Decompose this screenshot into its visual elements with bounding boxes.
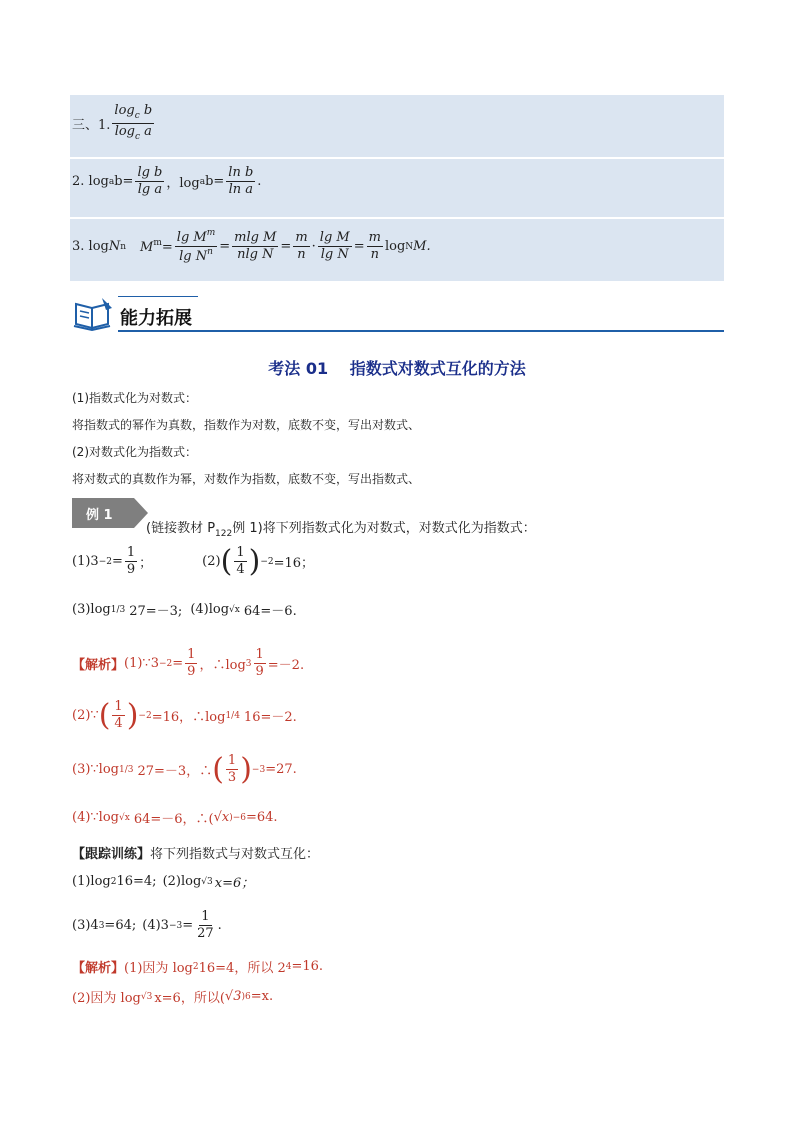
- practice-solution-line-1: 【解析】 (1)因为 log 2 16=4，所以 2 4 =16.: [72, 959, 324, 976]
- example-intro: (链接教材 $P_{122}$例 1)将下列指数式化为对数式，对数式化为指数式：: [146, 521, 536, 539]
- practice-solution-line-2: (2)因为 log √3 x=6，所以( √3 )6 =x.: [72, 989, 274, 1006]
- method-line-3: (2)对数式化为指数式：: [72, 445, 197, 459]
- solution-line-3: (3)∵log 1/3 27=－3，∴ ( $\frac{1}{3}$ ) −3 =27.: [72, 751, 297, 787]
- practice-items-1-2: (1)log 2 16=4; (2)log √3 x=6；: [72, 874, 255, 891]
- example-badge: 例 1: [72, 498, 150, 528]
- method-line-4: 将对数式的真数作为幂，对数作为指数，底数不变，写出指数式、: [72, 472, 421, 486]
- example-questions-1-2: (1)3 −2 = $\frac{1}{9}$ ； (2) ( $\frac{1}{4}$ ) −2 =16；: [72, 543, 315, 579]
- section-header: [70, 294, 724, 334]
- method-line-2: 将指数式的幂作为真数，指数作为对数，底数不变，写出对数式、: [72, 418, 421, 432]
- formula-line-1: 三、1. $\frac{\log_c b}{\log_c a}$: [72, 103, 153, 142]
- book-icon: [72, 296, 116, 332]
- practice-heading: 【跟踪训练】 将下列指数式与对数式互化：: [72, 847, 320, 862]
- formula-line-2: 2. log a b= $\frac{\text{lg b}}{\text{lg a}}$ ，log a b= $\frac{\text{ln b}}{\text{ln a}}$ .: [72, 165, 262, 198]
- method-line-1: (1)指数式化为对数式：: [72, 391, 197, 405]
- solution-line-2: (2)∵ ( $\frac{1}{4}$ ) −2 =16，∴log 1/4 16=－2.: [72, 697, 297, 733]
- practice-items-3-4: (3)4 3 =64; (4)3 −3 = $\frac{1}{27}$ .: [72, 909, 222, 942]
- solution-line-4: (4)∵log √x 64=－6，∴( √x )−6 =64.: [72, 810, 278, 827]
- example-questions-3-4: (3)log 1/3 27=－3; (4)log √x 64=－6.: [72, 602, 297, 619]
- formula-line-3: 3. log N n $M^m=$ $\frac{\lg M^m}{\lg N^n}$ = $\frac{\text{mlg M}}{\text{nlg N}}$ = $\frac{m}{n}$ · $\frac{\text{lg M}}{\text{lg N}}$ = $\frac{m}{n}$ log N M.: [72, 228, 431, 265]
- formula-box-1: [70, 95, 724, 157]
- method-title: 考法 01 指数式对数式互化的方法: [268, 359, 526, 378]
- change-of-base-fraction: $\frac{\log_c b}{\log_c a}$: [114, 103, 153, 142]
- section-title: 能力拓展: [120, 308, 192, 329]
- solution-line-1: 【解析】 (1)∵3 −2 = $\frac{1}{9}$ ，∴log 3 $\frac{1}{9}$ =－2.: [72, 647, 305, 680]
